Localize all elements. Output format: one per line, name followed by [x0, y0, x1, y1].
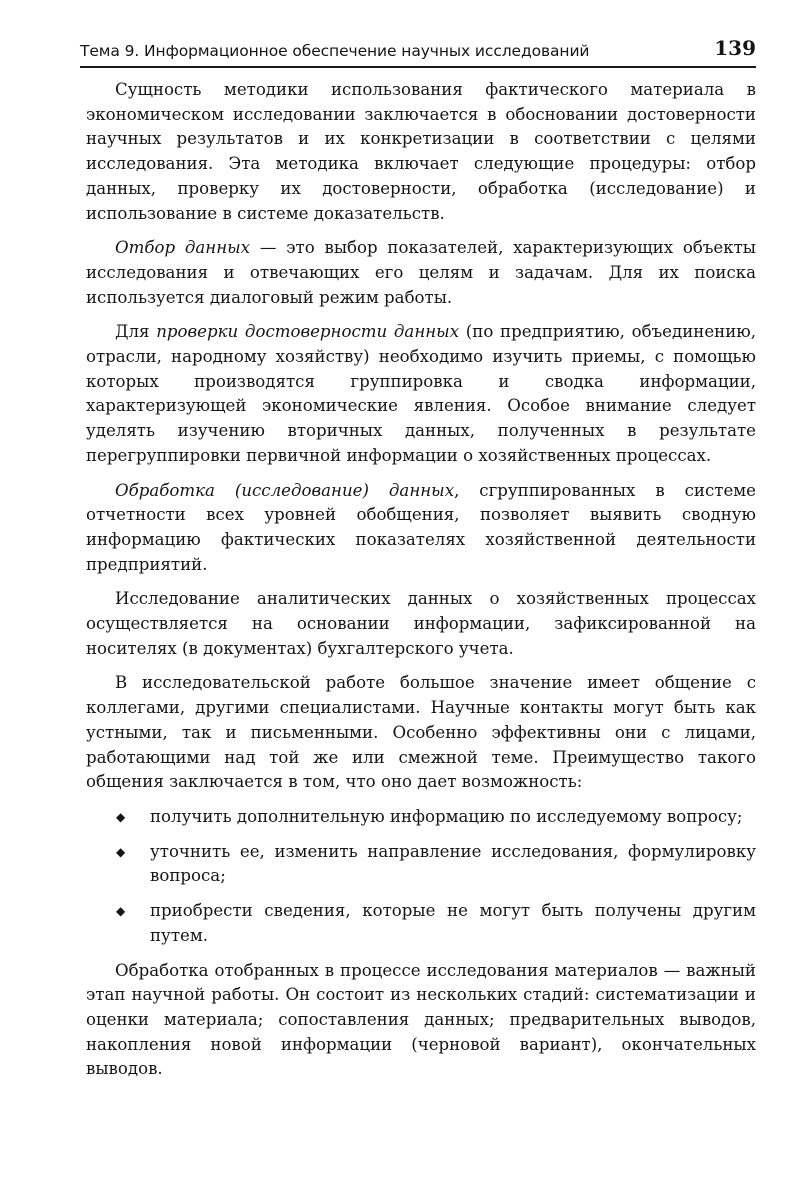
- paragraph-text: (по предприятию, объединению, отрасли, народному хозяйству) необходимо изучить приемы, с помощью которых производятся группировка и сводка информации, характеризующей экономические явления. Особое внимание следует уделять изучению вторичных данных, полученных в результате перегруппировки первичной информации о хозяйственных процессах.: [86, 322, 756, 465]
- italic-term: Отбор данных: [115, 238, 251, 258]
- bullet-list: [86, 805, 756, 949]
- list-item-text: приобрести сведения, которые не могут быть получены другим путем.: [150, 901, 756, 945]
- list-item: [116, 899, 756, 948]
- diamond-bullet-icon: ◆: [116, 809, 126, 824]
- diamond-bullet-icon: ◆: [116, 904, 126, 919]
- paragraph-text: Исследование аналитических данных о хозяйственных процессах осуществляется на основании информации, зафиксированной на носителях (в документах) бухгалтерского учета.: [86, 589, 756, 658]
- paragraph-processing-stages: [86, 959, 756, 1083]
- list-item-text: получить дополнительную информацию по исследуемому вопросу;: [150, 806, 743, 826]
- paragraph-data-processing: [86, 479, 756, 578]
- paragraph-communication: [86, 671, 756, 795]
- paragraph-methodology: [86, 78, 756, 226]
- running-header: [80, 36, 756, 68]
- chapter-title: Тема 9. Информационное обеспечение научных исследований: [80, 42, 590, 60]
- paragraph-text: Сущность методики использования фактического материала в экономическом исследовании заключается в обосновании достоверности научных результатов и их конкретизации в соответствии с целями исследования. Эта методика включает следующие процедуры: отбор данных, проверку их достоверности, обработка (исследование) и использование в системе доказательств.: [86, 80, 756, 223]
- page-number: 139: [714, 36, 756, 60]
- paragraph-data-selection: [86, 236, 756, 310]
- italic-term: проверки достоверности данных: [156, 322, 460, 342]
- list-item: [116, 805, 756, 830]
- paragraph-text: — это выбор показателей, характеризующих объекты исследования и отвечающих его целям и задачам. Для их поиска используется диалоговый режим работы.: [86, 238, 757, 307]
- list-item: [116, 840, 756, 889]
- paragraph-text: В исследовательской работе большое значение имеет общение с коллегами, другими специалистами. Научные контакты могут быть как устными, так и письменными. Особенно эффективны они с лицами, работающими над той же или смежной теме. Преимущество такого общения заключается в том, что оно дает возможность:: [86, 673, 756, 792]
- paragraph-text: , сгруппированных в системе отчетности всех уровней обобщения, позволяет выявить сводную информацию фактических показателях хозяйственной деятельности предприятий.: [86, 480, 756, 574]
- paragraph-analytical-data: [86, 587, 756, 661]
- paragraph-data-verification: [86, 320, 756, 468]
- page-body: [86, 78, 756, 1082]
- diamond-bullet-icon: ◆: [116, 844, 126, 859]
- italic-term: Обработка (исследование) данных: [115, 480, 455, 500]
- paragraph-text: Обработка отобранных в процессе исследования материалов — важный этап научной работы. Он состоит из нескольких стадий: систематизации и оценки материала; сопоставления данных; предварительных выводов, накопления новой информации (черновой вариант), окончательных выводов.: [86, 960, 756, 1079]
- list-item-text: уточнить ее, изменить направление исследования, формулировку вопроса;: [150, 841, 756, 886]
- paragraph-text: Для: [115, 322, 157, 342]
